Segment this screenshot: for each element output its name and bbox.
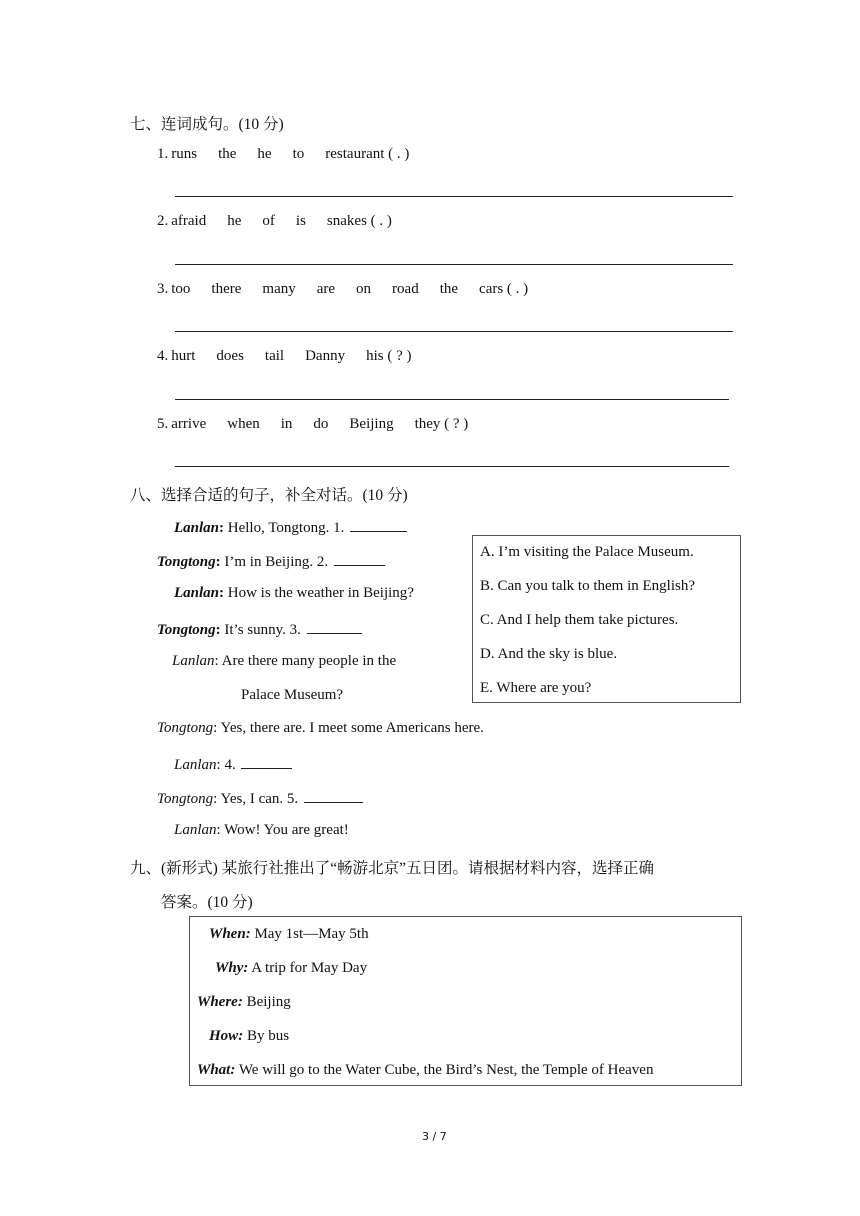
dialogue-line bbox=[157, 551, 385, 571]
answer-line[interactable] bbox=[175, 196, 733, 197]
word: to bbox=[292, 146, 305, 162]
answer-blank-3[interactable] bbox=[307, 619, 362, 634]
dialogue-text: It’s sunny. 3. bbox=[220, 622, 301, 638]
speaker-colon: : bbox=[216, 757, 221, 773]
dialogue-line bbox=[157, 788, 363, 808]
q-num: 2. bbox=[157, 213, 169, 229]
word: afraid bbox=[171, 213, 207, 229]
word: tail bbox=[264, 348, 285, 364]
info-label: What bbox=[197, 1062, 231, 1078]
dialogue-line bbox=[174, 585, 414, 602]
section8-heading: 八、选择合适的句子，补全对话。(10 分) bbox=[130, 487, 408, 504]
word: there bbox=[211, 281, 242, 297]
word: when bbox=[227, 416, 260, 432]
dialogue-line bbox=[174, 517, 407, 537]
dialogue-line bbox=[157, 720, 484, 737]
word: his ( ? ) bbox=[366, 348, 412, 364]
q7-1 bbox=[157, 146, 430, 163]
info-label: When bbox=[209, 926, 246, 942]
option-a[interactable]: A. I’m visiting the Palace Museum. bbox=[480, 544, 694, 560]
info-what: What: We will go to the Water Cube, the Bird’s Nest, the Temple of Heaven bbox=[197, 1062, 654, 1078]
info-why: Why: A trip for May Day bbox=[215, 960, 368, 976]
q-num: 5. bbox=[157, 416, 169, 432]
dialogue-text: Wow! You are great! bbox=[220, 822, 349, 838]
section7-heading: 七、连词成句。(10 分) bbox=[130, 116, 284, 133]
speaker-name: Lanlan bbox=[174, 757, 217, 773]
speaker-colon: : bbox=[219, 520, 225, 536]
word: do bbox=[313, 416, 329, 432]
word: he bbox=[257, 146, 272, 162]
info-text: By bus bbox=[243, 1028, 290, 1044]
word: runs bbox=[171, 146, 198, 162]
answer-line[interactable] bbox=[175, 264, 733, 265]
word: too bbox=[171, 281, 191, 297]
answer-blank-1[interactable] bbox=[350, 517, 407, 532]
dialogue-text: Are there many people in the bbox=[218, 653, 397, 669]
option-d[interactable]: D. And the sky is blue. bbox=[480, 646, 618, 662]
dialogue-line bbox=[172, 653, 396, 670]
word: the bbox=[439, 281, 459, 297]
speaker-name: Lanlan bbox=[174, 585, 220, 601]
option-e[interactable]: E. Where are you? bbox=[480, 680, 592, 696]
answer-line[interactable] bbox=[175, 399, 729, 400]
dialogue-text: Yes, I can. 5. bbox=[217, 791, 299, 807]
dialogue-text: Hello, Tongtong. 1. bbox=[224, 520, 345, 536]
answer-blank-4[interactable] bbox=[241, 754, 292, 769]
word: hurt bbox=[171, 348, 196, 364]
word: is bbox=[295, 213, 306, 229]
info-text: We will go to the Water Cube, the Bird’s Nest, the Temple of Heaven bbox=[235, 1062, 654, 1078]
option-c[interactable]: C. And I help them take pictures. bbox=[480, 612, 679, 628]
answer-line[interactable] bbox=[175, 466, 729, 467]
word: are bbox=[316, 281, 336, 297]
info-when: When: May 1st—May 5th bbox=[209, 926, 369, 942]
q-num: 1. bbox=[157, 146, 169, 162]
word: many bbox=[262, 281, 296, 297]
dialogue-line bbox=[174, 754, 292, 774]
dialogue-text: Palace Museum? bbox=[241, 687, 344, 703]
speaker-name: Tongtong bbox=[157, 791, 214, 807]
speaker-name: Lanlan bbox=[174, 520, 220, 536]
q7-5 bbox=[157, 416, 489, 433]
dialogue-line bbox=[174, 822, 349, 839]
word: cars ( . ) bbox=[479, 281, 529, 297]
speaker-colon: : bbox=[213, 720, 218, 736]
dialogue-text: 4. bbox=[220, 757, 236, 773]
page-number: 3 / 7 bbox=[422, 1130, 447, 1143]
speaker-name: Lanlan bbox=[172, 653, 215, 669]
word: arrive bbox=[171, 416, 207, 432]
q-num: 4. bbox=[157, 348, 169, 364]
speaker-colon: : bbox=[213, 791, 218, 807]
word: in bbox=[280, 416, 293, 432]
word: of bbox=[262, 213, 275, 229]
dialogue-text: How is the weather in Beijing? bbox=[224, 585, 414, 601]
q7-2 bbox=[157, 213, 413, 230]
info-text: A trip for May Day bbox=[248, 960, 368, 976]
speaker-name: Tongtong bbox=[157, 622, 216, 638]
tour-info-box bbox=[189, 916, 742, 1086]
word: they ( ? ) bbox=[414, 416, 469, 432]
answer-blank-5[interactable] bbox=[304, 788, 363, 803]
section9-heading: 九、(新形式) 某旅行社推出了“畅游北京”五日团。请根据材料内容，选择正确 bbox=[130, 860, 654, 877]
answer-blank-2[interactable] bbox=[334, 551, 385, 566]
word: on bbox=[356, 281, 372, 297]
speaker-colon: : bbox=[214, 653, 219, 669]
info-where: Where: Beijing bbox=[197, 994, 291, 1010]
speaker-colon: : bbox=[219, 585, 225, 601]
dialogue-text: I’m in Beijing. 2. bbox=[220, 554, 329, 570]
word: he bbox=[227, 213, 242, 229]
info-how: How: By bus bbox=[209, 1028, 290, 1044]
word: does bbox=[216, 348, 244, 364]
word: Beijing bbox=[349, 416, 394, 432]
word: restaurant ( . ) bbox=[325, 146, 410, 162]
dialogue-line bbox=[157, 619, 362, 639]
info-label: Where bbox=[197, 994, 238, 1010]
q7-3 bbox=[157, 281, 549, 298]
speaker-colon: : bbox=[215, 622, 221, 638]
dialogue-line bbox=[241, 687, 343, 704]
info-label: Why bbox=[215, 960, 244, 976]
word: Danny bbox=[305, 348, 346, 364]
section9-heading-cont: 答案。(10 分) bbox=[161, 894, 253, 911]
info-label: How bbox=[209, 1028, 239, 1044]
word: snakes ( . ) bbox=[326, 213, 392, 229]
options-box bbox=[472, 535, 741, 703]
q7-4 bbox=[157, 348, 433, 365]
info-text: May 1st—May 5th bbox=[250, 926, 369, 942]
speaker-name: Lanlan bbox=[174, 822, 217, 838]
option-b[interactable]: B. Can you talk to them in English? bbox=[480, 578, 695, 594]
word: the bbox=[218, 146, 237, 162]
speaker-colon: : bbox=[216, 822, 221, 838]
speaker-name: Tongtong bbox=[157, 554, 216, 570]
speaker-colon: : bbox=[215, 554, 221, 570]
dialogue-text: Yes, there are. I meet some Americans here. bbox=[217, 720, 484, 736]
q-num: 3. bbox=[157, 281, 169, 297]
answer-line[interactable] bbox=[175, 331, 733, 332]
word: road bbox=[392, 281, 419, 297]
info-text: Beijing bbox=[242, 994, 291, 1010]
speaker-name: Tongtong bbox=[157, 720, 214, 736]
